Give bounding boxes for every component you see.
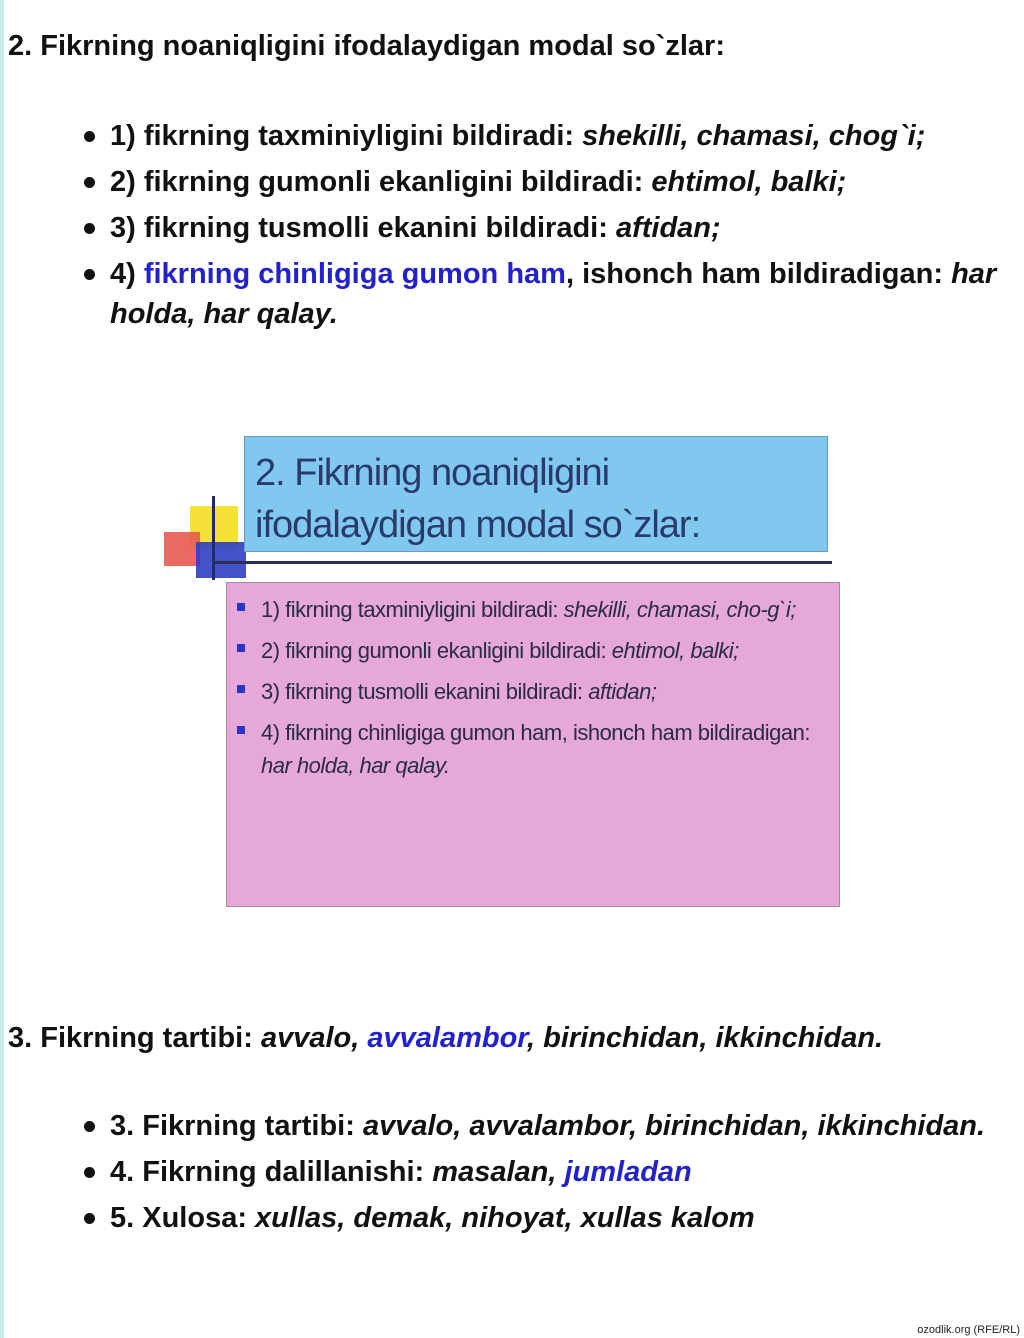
slide-item-examples: shekilli, chamasi, cho-g`i;	[563, 597, 796, 622]
item-lead: 4. Fikrning dalillanishi:	[110, 1156, 433, 1188]
item-prefix: 4)	[110, 258, 144, 290]
section1-heading: 2. Fikrning noaniqligini ifodalaydigan modal so`zlar:	[8, 30, 725, 62]
item-lead: , ishonch ham bildiradigan:	[565, 258, 952, 290]
item-examples: ehtimol, balki;	[651, 166, 847, 198]
item-examples: xullas, demak, nihoyat, xullas kalom	[255, 1202, 755, 1234]
heading-example: avvalo,	[260, 1022, 368, 1054]
list-item	[80, 162, 1020, 202]
slide-item-lead: 1) fikrning taxminiyligini bildiradi:	[261, 597, 564, 622]
item-examples: masalan,	[432, 1156, 565, 1188]
slide-list-item	[235, 675, 820, 708]
item-examples-highlight: jumladan	[564, 1156, 692, 1188]
slide-item-examples: aftidan;	[588, 679, 657, 704]
item-lead: 1) fikrning taxminiyligini bildiradi:	[110, 120, 583, 152]
slide-decoration-red-square	[164, 532, 200, 566]
slide-list-item	[235, 593, 820, 626]
item-lead: 2) fikrning gumonli ekanligini bildiradi:	[110, 166, 652, 198]
item-examples: har holda, har qalay.	[110, 258, 997, 330]
slide-title: 2. Fikrning noaniqligini ifodalaydigan modal so`zlar:	[255, 452, 701, 546]
item-examples: shekilli, chamasi, chog`i;	[582, 120, 926, 152]
slide-list	[235, 593, 820, 790]
heading-lead: 3. Fikrning tartibi:	[8, 1022, 261, 1054]
list-item	[80, 1152, 1020, 1192]
slide-item-lead: 4) fikrning chinligiga gumon ham, ishonch ham bildiradigan:	[261, 720, 810, 745]
slide-decoration-vertical-line	[212, 496, 215, 580]
slide-decoration-blue-square	[196, 542, 246, 578]
slide-item-examples: ehtimol, balki;	[611, 638, 739, 663]
slide-body-box	[226, 582, 840, 907]
slide-decoration-horizontal-line	[212, 561, 832, 564]
slide-title-box	[244, 436, 828, 552]
item-examples: aftidan;	[615, 212, 721, 244]
section2-list	[80, 1106, 1020, 1244]
item-lead: 5. Xulosa:	[110, 1202, 256, 1234]
item-examples: avvalo, avvalambor, birinchidan, ikkinchidan.	[362, 1110, 986, 1142]
list-item	[80, 254, 1020, 334]
slide-item-lead: 2) fikrning gumonli ekanligini bildiradi:	[261, 638, 612, 663]
item-lead: 3. Fikrning tartibi:	[110, 1110, 363, 1142]
list-item	[80, 1198, 1020, 1238]
source-credit: ozodlik.org (RFE/RL)	[917, 1324, 1020, 1336]
left-edge-rule	[0, 0, 4, 1338]
list-item	[80, 116, 1020, 156]
list-item	[80, 1106, 1020, 1146]
heading-example-highlight: avvalambor	[367, 1022, 527, 1054]
heading-example: , birinchidan, ikkinchidan.	[526, 1022, 884, 1054]
slide-item-examples: har holda, har qalay.	[261, 753, 450, 778]
section1-list	[80, 116, 1020, 340]
list-item	[80, 208, 1020, 248]
section2-heading	[8, 1020, 883, 1056]
slide-list-item	[235, 716, 820, 782]
slide-list-item	[235, 634, 820, 667]
item-lead: 3) fikrning tusmolli ekanini bildiradi:	[110, 212, 616, 244]
slide-item-lead: 3) fikrning tusmolli ekanini bildiradi:	[261, 679, 589, 704]
item-highlight: fikrning chinligiga gumon ham	[143, 258, 566, 290]
